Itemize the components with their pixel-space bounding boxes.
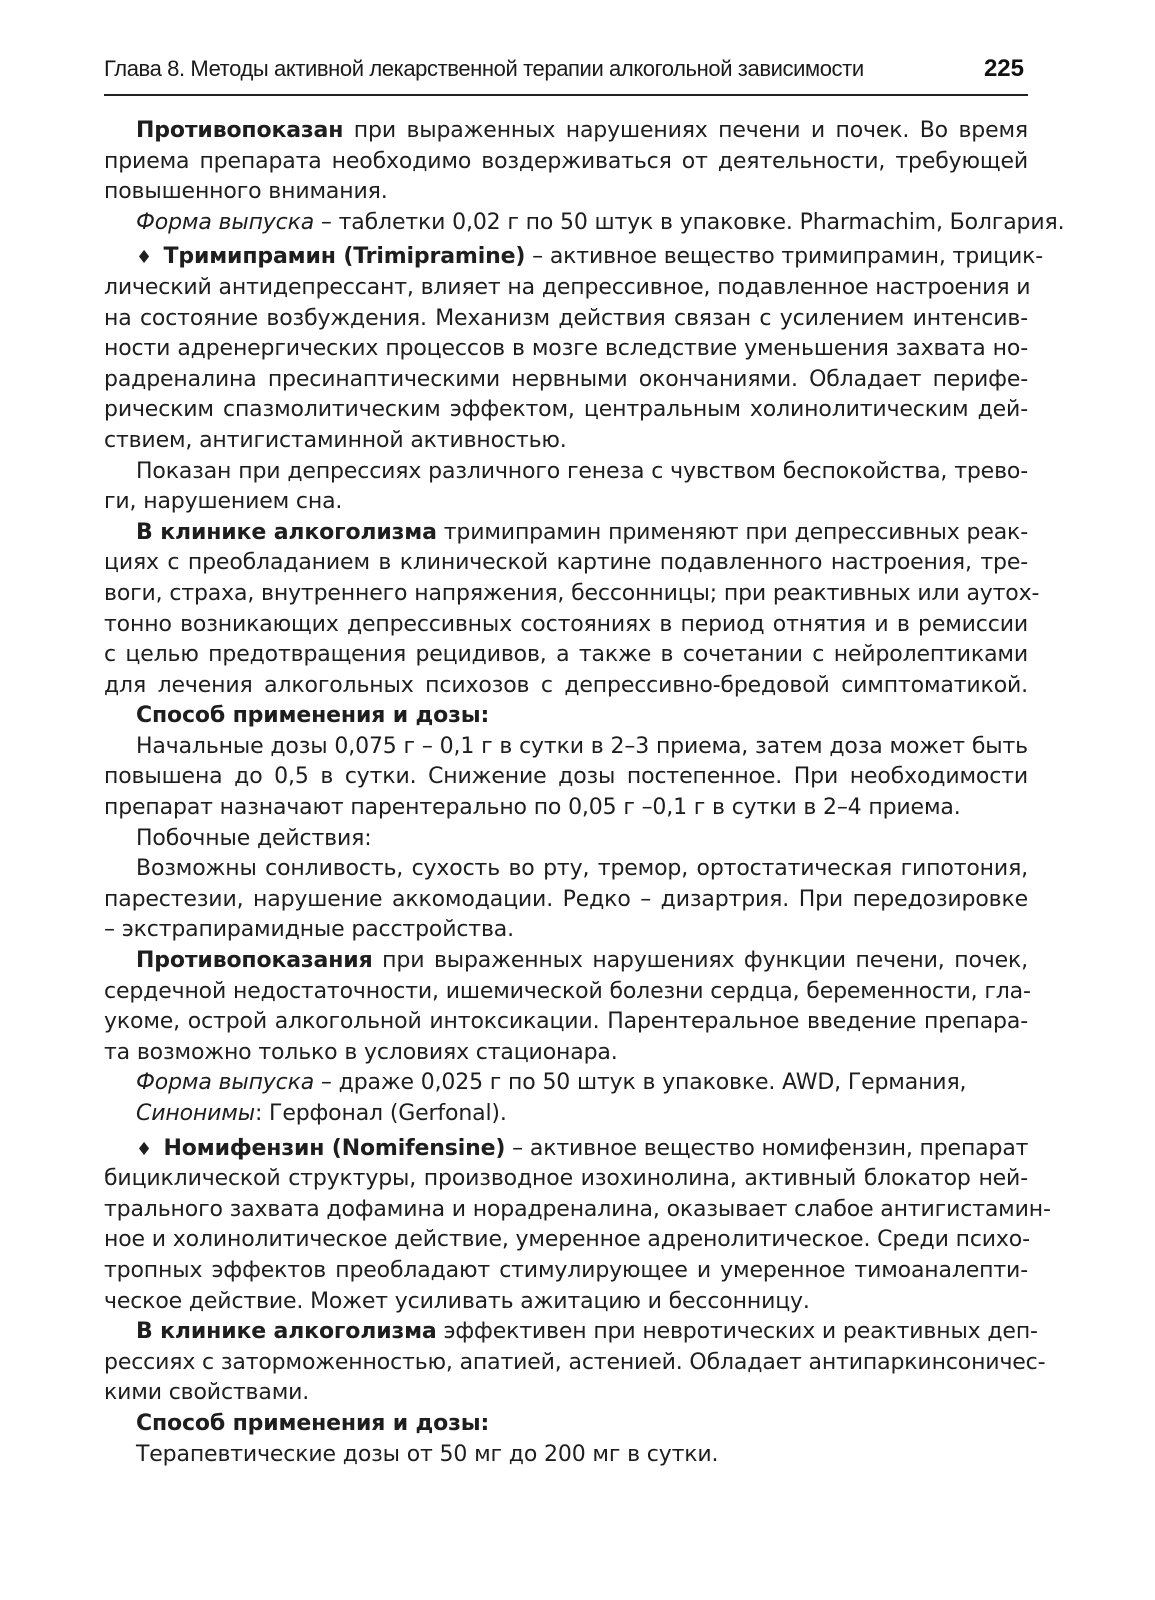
header-divider (104, 94, 1028, 96)
text-line (104, 548, 1028, 579)
body-text (104, 116, 1065, 1470)
text-line (104, 824, 1028, 855)
text-run: Показан при депрессиях различного генеза с чувством беспокойства, трево- (136, 458, 1028, 484)
bold-term: Способ применения и дозы: (136, 703, 490, 729)
text-run: при выраженных нарушениях функции печени, почек, (372, 948, 1028, 974)
text-run: воги, страха, внутреннего напряжения, бессонницы; при реактивных или аутох- (104, 580, 1040, 606)
text-run: та возможно только в условиях стационара. (104, 1039, 618, 1065)
text-run: сердечной недостаточности, ишемической болезни сердца, беременности, гла- (104, 978, 1031, 1004)
text-line (104, 116, 1028, 147)
text-run: Возможны сонливость, сухость во рту, тремор, ортостатическая гипотония, (136, 856, 1028, 882)
text-line (104, 1256, 1028, 1287)
text-line (104, 732, 1028, 763)
text-line (104, 147, 1028, 178)
text-run: тропных эффектов преобладают стимулирующее и умеренное тимоаналепти- (104, 1257, 1028, 1283)
text-line (104, 793, 1028, 824)
text-run: циях с преобладанием в клинической картине подавленного настроения, тре- (104, 550, 1028, 576)
text-line (104, 395, 1028, 426)
text-run: – экстрапирамидные расстройства. (104, 917, 514, 943)
text-line (104, 762, 1028, 793)
text-run: эффективен при невротических и реактивных деп- (436, 1319, 1038, 1345)
text-line (104, 365, 1028, 396)
text-line (104, 1348, 1046, 1379)
text-run: с целью предотвращения рецидивов, а также в сочетании с нейролептиками (104, 642, 1028, 668)
text-run: ческое действие. Может усиливать ажитацию и бессонницу. (104, 1288, 810, 1314)
bold-term: В клинике алкоголизма (136, 519, 437, 545)
text-line (104, 579, 1040, 610)
text-line (104, 1038, 1028, 1069)
italic-term: Форма выпуска (136, 209, 315, 235)
text-line (104, 701, 1028, 732)
text-run: радреналина пресинаптическими нервными окончаниями. Обладает перифе- (104, 366, 1028, 392)
text-line (104, 487, 1028, 518)
text-line (104, 518, 1028, 549)
text-run: укоме, острой алкогольной интоксикации. Парентеральное введение препара- (104, 1009, 1028, 1035)
text-line (104, 610, 1028, 641)
text-run: Терапевтические дозы от 50 мг до 200 мг в сутки. (136, 1441, 719, 1467)
text-line (104, 1440, 1028, 1471)
text-line (104, 885, 1028, 916)
text-line (104, 671, 1028, 702)
text-line (104, 304, 1028, 335)
text-line (104, 1195, 1051, 1226)
text-line (104, 1099, 1028, 1130)
text-line (104, 977, 1031, 1008)
text-line (104, 1287, 1028, 1318)
text-line (104, 334, 1028, 365)
italic-term: Форма выпуска (136, 1070, 315, 1096)
text-run: бициклической структуры, производное изохинолина, активный блокатор ней- (104, 1166, 1028, 1192)
bold-term: В клинике алкоголизма (136, 1319, 437, 1345)
text-run: : Герфонал (Gerfonal). (254, 1101, 507, 1126)
bold-term: Способ применения и дозы: (136, 1410, 490, 1436)
text-run: – активное вещество номифензин, препарат (505, 1135, 1029, 1161)
text-run: ности адренергических процессов в мозге вследствие уменьшения захвата но- (104, 336, 1028, 362)
text-run: – таблетки 0,02 г по 50 штук в упаковке. Pharmachim, Болгария. (314, 209, 1065, 235)
text-run: ное и холинолитическое действие, умеренное адренолитическое. Среди психо- (104, 1227, 1030, 1253)
text-line (104, 1164, 1028, 1195)
text-run: ствием, антигистаминной активностью. (104, 427, 567, 453)
text-run: при выраженных нарушениях печени и почек. Во время (343, 118, 1028, 143)
text-line (104, 1007, 1028, 1038)
text-run: на состояние возбуждения. Механизм действия связан с усилением интенсив- (104, 305, 1028, 331)
text-run: тонно возникающих депрессивных состояниях в период отнятия и в ремиссии (104, 611, 1028, 637)
bold-term: Тримипрамин (Trimipramine) (156, 244, 526, 270)
text-run: – активное вещество тримипрамин, трицик- (525, 244, 1044, 270)
text-line (104, 640, 1028, 671)
text-run: повышенного внимания. (104, 179, 388, 205)
text-run: парестезии, нарушение аккомодации. Редко – дизартрия. При передозировке (104, 886, 1028, 912)
text-run: лический антидепрессант, влияет на депрессивное, подавленное настроения и (104, 274, 1031, 300)
text-run: – драже 0,025 г по 50 штук в упаковке. AWD, Германия, (314, 1070, 967, 1096)
italic-term: Синонимы (136, 1101, 255, 1126)
text-line (104, 946, 1028, 977)
text-line (104, 1068, 1028, 1099)
text-line (104, 915, 1028, 946)
text-line (104, 273, 1031, 304)
text-run: для лечения алкогольных психозов с депрессивно-бредовой симптоматикой. (104, 672, 1028, 698)
text-run: трального захвата дофамина и норадреналина, оказывает слабое антигистамин- (104, 1196, 1051, 1222)
chapter-title: Глава 8. Методы активной лекарственной терапии алкогольной зависимости (104, 56, 864, 81)
text-line (104, 854, 1028, 885)
page-number: 225 (983, 55, 1024, 82)
text-line (104, 426, 1028, 457)
text-run: повышена до 0,5 в сутки. Снижение дозы постепенное. При необходимости (104, 764, 1028, 790)
text-line (104, 1378, 1028, 1409)
text-line (104, 242, 1044, 273)
bold-term: Противопоказания (136, 948, 373, 974)
text-line (104, 208, 1065, 239)
text-line (104, 1134, 1028, 1165)
text-line (104, 177, 1028, 208)
running-header (104, 52, 1028, 88)
text-run: Побочные действия: (136, 825, 372, 851)
bold-term: Противопоказан (136, 118, 344, 143)
text-run: рическим спазмолитическим эффектом, центральным холинолитическим дей- (104, 397, 1028, 423)
text-run: приема препарата необходимо воздерживаться от деятельности, требующей (104, 148, 1028, 174)
text-line (104, 1225, 1028, 1256)
diamond-bullet-icon: ♦ (136, 247, 152, 269)
text-run: тримипрамин применяют при депрессивных реак- (436, 519, 1028, 545)
text-run: ги, нарушением сна. (104, 489, 343, 515)
text-line (104, 1317, 1038, 1348)
text-run: препарат назначают парентерально по 0,05 г –0,1 г в сутки в 2–4 приема. (104, 795, 961, 821)
text-run: кими свойствами. (104, 1380, 310, 1406)
text-line (104, 1409, 1028, 1440)
text-run: рессиях с заторможенностью, апатией, астенией. Обладает антипаркинсоничес- (104, 1349, 1046, 1375)
text-run: Начальные дозы 0,075 г – 0,1 г в сутки в 2–3 приема, затем доза может быть (136, 733, 1028, 759)
bold-term: Номифензин (Nomifensine) (156, 1135, 506, 1161)
diamond-bullet-icon: ♦ (136, 1138, 152, 1160)
text-line (104, 457, 1028, 488)
